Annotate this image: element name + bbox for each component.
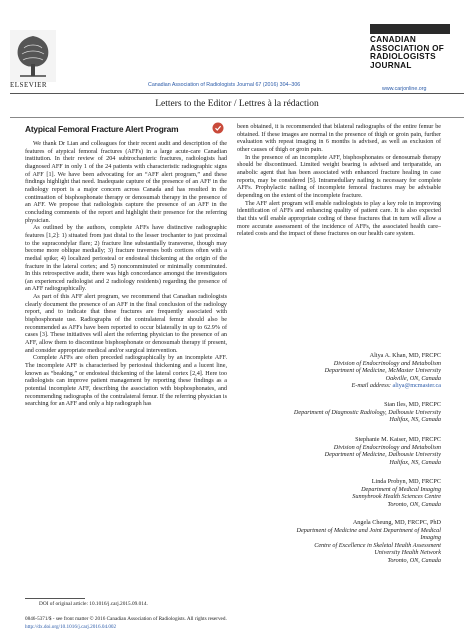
paragraph: In the presence of an incomplete AFF, bisphosphonates or denosumab therapy should be discontinued. Limited weight bearing is advised and teriparatide, an anabolic agent that has been associated with enhanced fracture healing in case reports, may be considered [5]. Intramedullary nailing is necessary for complete AFFs. Prophylactic nailing of incomplete femoral fractures may be advisable depending on the extent of the incomplete fracture. — [237, 154, 441, 199]
author-affiliation: Oakville, ON, Canada — [385, 374, 441, 382]
author-affiliation: Halifax, NS, Canada — [389, 416, 441, 424]
section-divider — [10, 117, 464, 118]
paragraph: The AFF alert program will enable radiologists to play a key role in improving identification of AFFs and enhancing quality of patient care. It is also expected that this will enable appropriate coding of these fractures that in turn will allow a more accurate assessment of the incidence of AFFs, the associated health care–related costs and the impact of these fractures on our health care system. — [237, 200, 441, 238]
author-affiliation: Division of Endocrinology and Metabolism — [333, 443, 441, 451]
author-affiliation: Centre of Excellence in Skeletal Health Assessment — [314, 541, 441, 549]
author-name: Aliya A. Khan, MD, FRCPC — [369, 352, 441, 359]
signature-block — [294, 401, 441, 424]
author-affiliation: Sunnybrook Health Sciences Centre — [352, 493, 441, 501]
email-link[interactable]: aliya@mcmaster.ca — [392, 382, 441, 390]
signature-block — [325, 436, 441, 466]
author-affiliation: Division of Endocrinology and Metabolism — [333, 359, 441, 367]
body-column-left — [25, 141, 227, 409]
signature-block — [325, 352, 441, 390]
original-article-doi: DOI of original article: 10.1016/j.carj.2015.09.014. — [39, 601, 148, 607]
author-name: Linda Probyn, MD, FRCPC — [371, 478, 441, 485]
publisher-name: ELSEVIER — [10, 81, 48, 89]
author-name: Stephanie M. Kaiser, MD, FRCPC — [355, 436, 441, 443]
elsevier-tree-logo — [10, 30, 56, 82]
paragraph: Complete AFFs are often preceded radiographically by an incomplete AFF. The incomplete AFF is characterised by periosteal thickening and a lucent line, known as “beaking,” or endosteal thickening of the lateral cortex [2,4]. Here too radiologists can improve patient management by reporting these findings as a potential incomplete AFF, describing the association with bisphosphonates, and recommending radiographs of the contralateral femur. If the referring physician is searching for an AFF and only a hip radiograph has — [25, 355, 227, 408]
article-title: Atypical Femoral Fracture Alert Program — [25, 124, 179, 134]
author-name: Sian Iles, MD, FRCPC — [384, 401, 441, 408]
author-affiliation: Department of Medicine, McMaster University — [324, 367, 441, 375]
footnote-divider — [25, 598, 85, 599]
email-label: E-mail address: — [351, 382, 391, 390]
signature-block — [296, 519, 441, 565]
paragraph: As outlined by the authors, complete AFFs have distinctive radiographic features [1,2]: 1) situated from just distal to the lesser trochanter to just proximal to the supracondylar flare; 2) fracture line substantially transverse, though may become more oblique medially; 3) fracture traverses both cortices often with a medial spike; 4) localized periosteal or endosteal thickening at the origin of the fracture in the lateral cortex; and 5) noncomminuted or minimally comminuted. In this retrospective audit, there was high concordance amongst the investigators (an experienced radiologist and 2 radiology residents) regarding the presence of an AFF radiographically. — [25, 225, 227, 293]
author-affiliation: University Health Network — [374, 549, 441, 557]
journal-brand — [370, 24, 450, 70]
crossmark-icon[interactable] — [212, 122, 224, 134]
header-divider — [10, 93, 464, 94]
author-affiliation: Imaging — [420, 534, 441, 542]
author-affiliation: Toronto, ON, Canada — [387, 556, 441, 564]
author-affiliation: Halifax, NS, Canada — [389, 458, 441, 466]
journal-cover-bar — [370, 24, 450, 34]
paragraph: We thank Dr Lian and colleagues for their recent audit and description of the features of atypical femoral fractures (AFFs) in a large acute-care Canadian institution. In their review of 204 subtrochanteric fractures, radiologists had diagnosed AFF in only 1 of the 24 patients with characteristic radiographic signs of AFF [1]. We have been advocating for an “AFF alert program,” and these findings highlight that need. Inadequate capture of the presence of an AFF in the radiology report is a major concern across Canada and has resulted in the continuation of bisphosphonate therapy or denosumab therapy in the presence of an AFF. We propose that radiologists capture the presence of an AFF in the concluding comments of the report and highlight their presence for the referring physician. — [25, 141, 227, 224]
journal-url-link[interactable]: www.carjonline.org — [382, 86, 427, 92]
author-affiliation: Toronto, ON, Canada — [387, 500, 441, 508]
body-column-right — [237, 124, 441, 239]
section-title: Letters to the Editor / Lettres à la rédaction — [155, 99, 319, 109]
author-affiliation: Department of Medicine, Dalhousie University — [324, 451, 441, 459]
copyright-line: 0846-5371/$ - see front matter © 2016 Canadian Association of Radiologists. All rights reserved. — [25, 616, 227, 622]
author-affiliation: Department of Medicine and Joint Department of Medical — [296, 526, 441, 534]
signature-block — [352, 478, 441, 508]
journal-name: CANADIAN ASSOCIATION OF RADIOLOGISTS JOURNAL — [370, 35, 445, 70]
doi-link[interactable]: http://dx.doi.org/10.1016/j.carj.2016.04.002 — [25, 624, 117, 630]
journal-reference-link[interactable]: Canadian Association of Radiologists Journal 67 (2016) 304–306 — [148, 82, 301, 88]
author-name: Angela Cheung, MD, FRCPC, PhD — [352, 519, 441, 526]
author-affiliation: Department of Medical Imaging — [361, 485, 441, 493]
paragraph: been obtained, it is recommended that bilateral radiographs of the entire femur be obtained. If these images are normal in the presence of thigh or groin pain, further evaluation with repeat imaging in 6 months is advised, as well as exclusion of other causes of thigh or groin pain. — [237, 124, 441, 153]
paragraph: As part of this AFF alert program, we recommend that Canadian radiologists clearly document the presence of an AFF in the final conclusion of the radiology report, and to indicate that these fractures are frequently associated with bisphosphonate use. Radiographs of the contralateral femur should also be recommended as AFFs have been reported to occur bilaterally in up to 62.9% of cases [3]. These initiatives will alert the referring physician to the presence of an AFF, allow them to discontinue bisphosphonate or denosumab therapy if present, and consider appropriate medical and/or surgical intervention. — [25, 294, 227, 354]
author-affiliation: Department of Diagnostic Radiology, Dalhousie University — [293, 408, 441, 416]
